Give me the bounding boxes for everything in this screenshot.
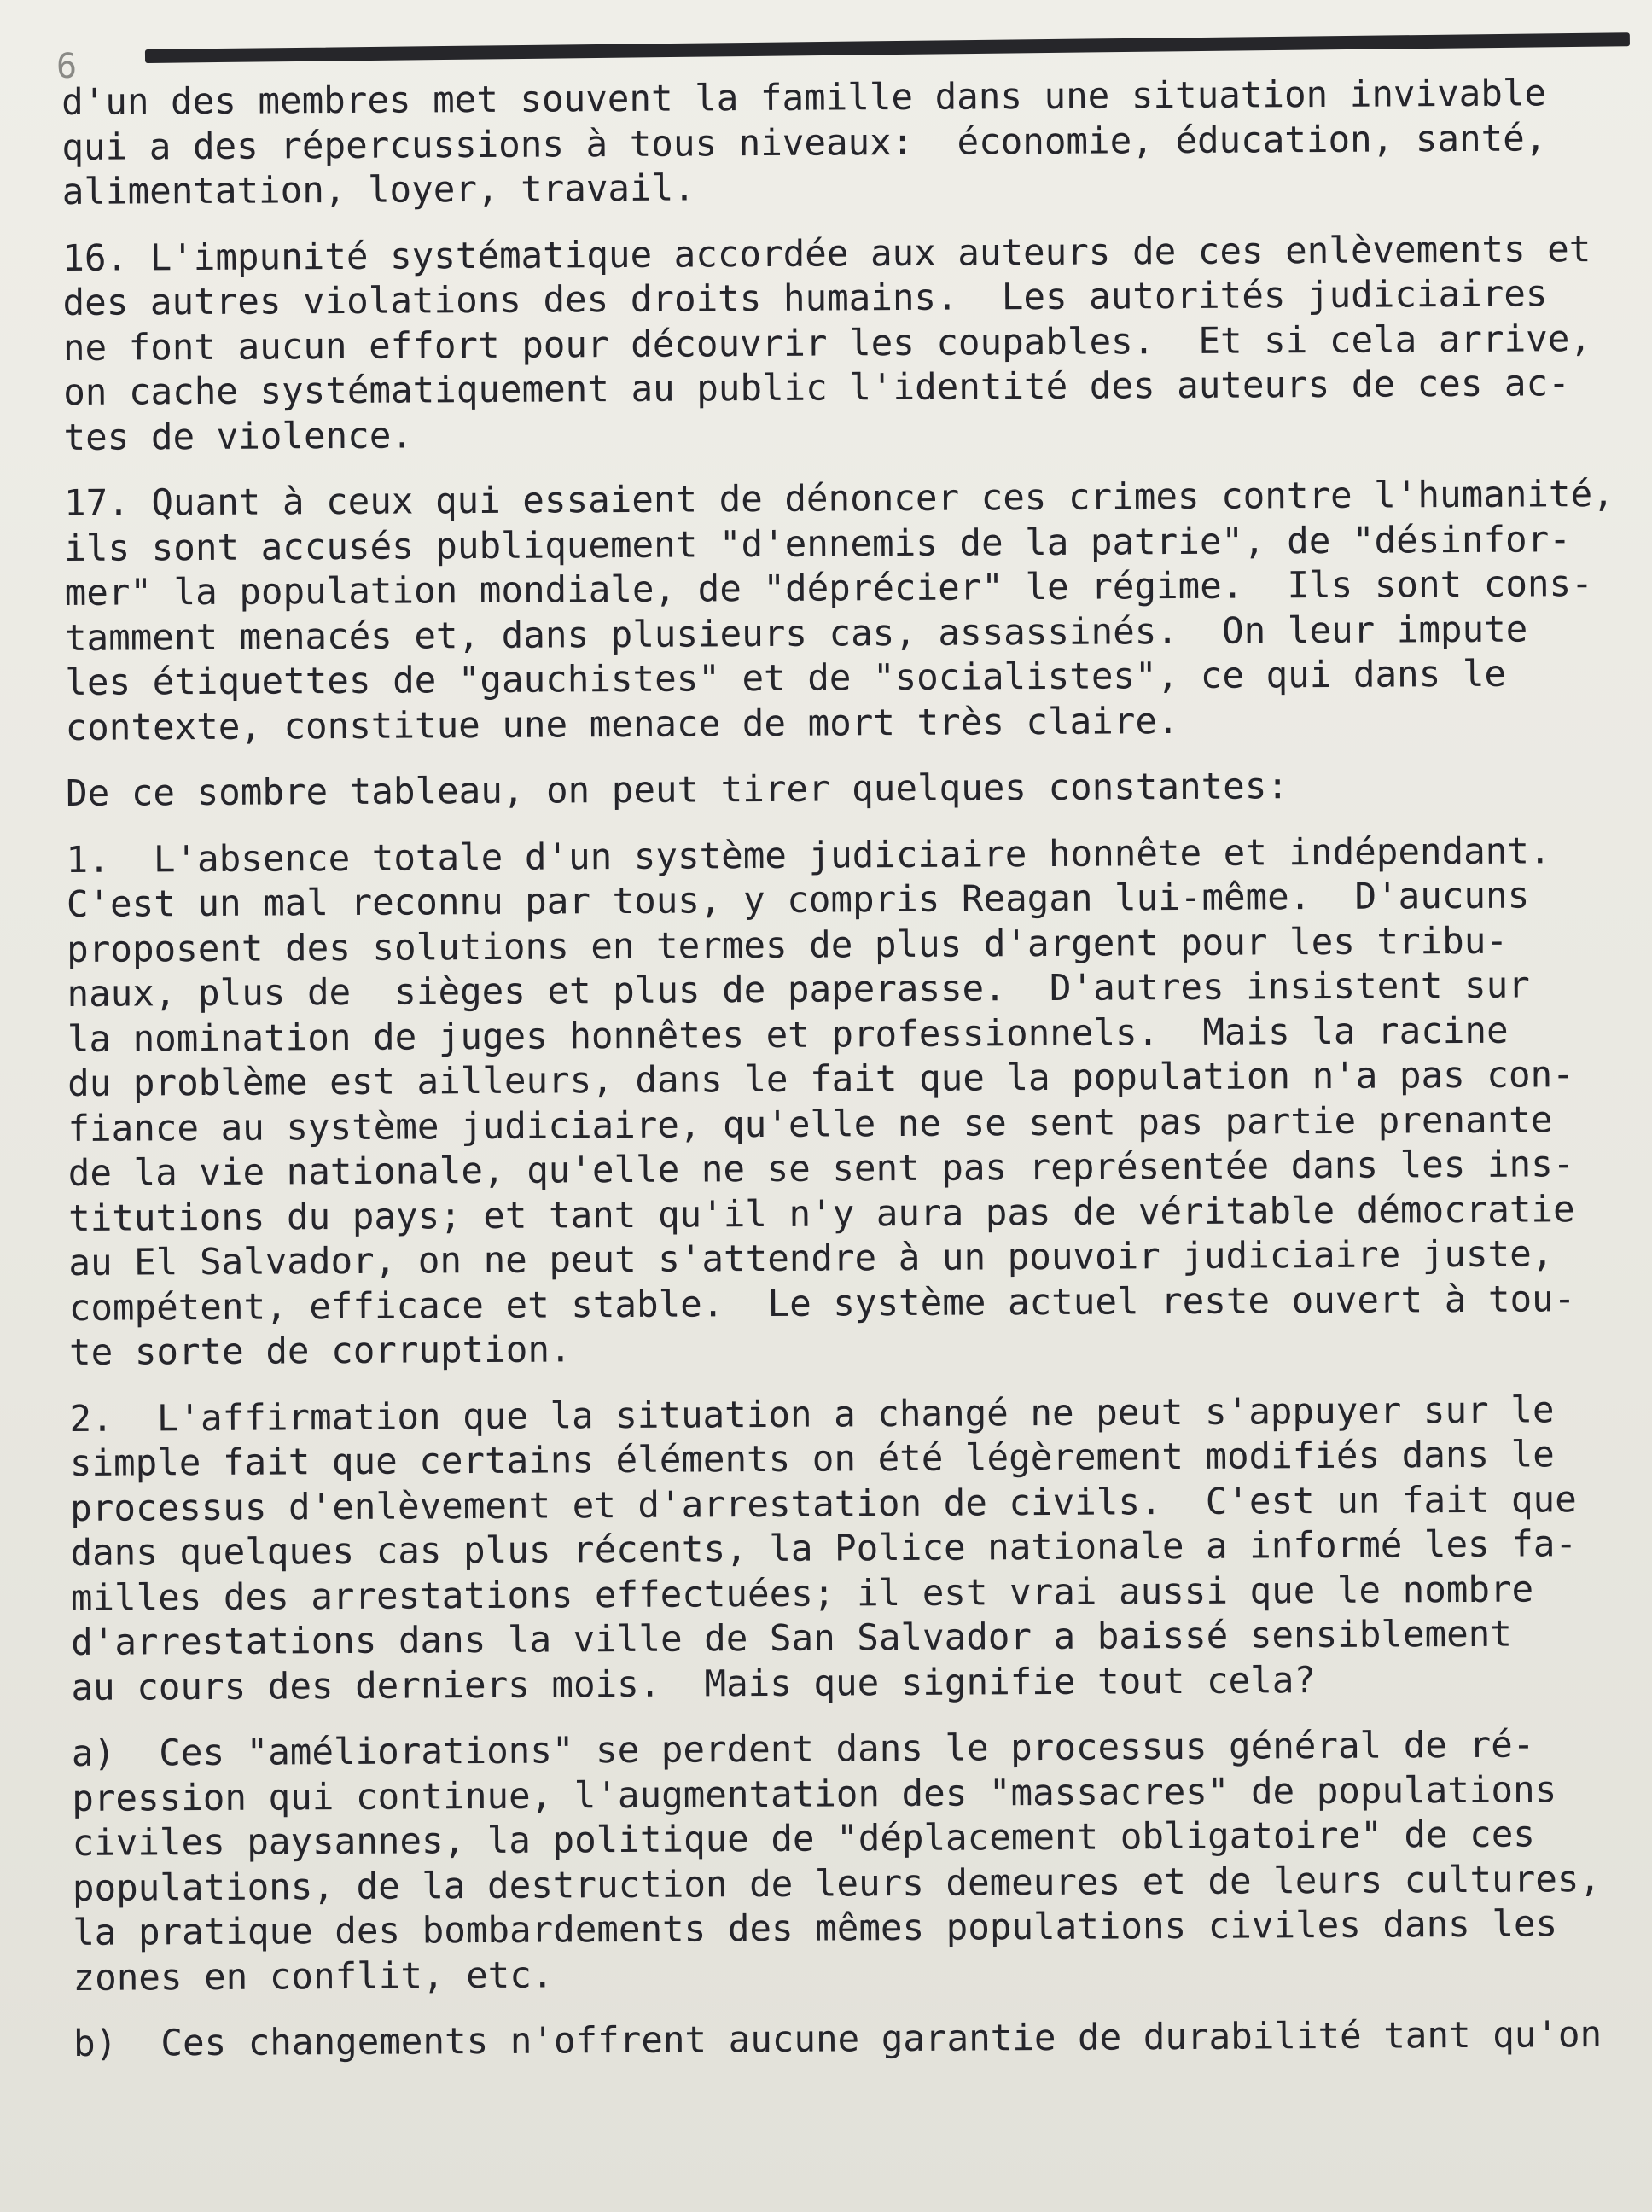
- text-line: a) Ces "améliorations" se perdent dans le processus général de ré-: [71, 1724, 1535, 1775]
- paragraph-b: [73, 2013, 1643, 2068]
- text-line: processus d'enlèvement et d'arrestation de civils. C'est un fait que: [70, 1478, 1577, 1530]
- text-line: fiance au système judiciaire, qu'elle ne se sent pas partie prenante: [67, 1098, 1553, 1150]
- top-rule: [145, 32, 1630, 63]
- paragraph-a: [72, 1723, 1643, 2001]
- text-line: pression qui continue, l'augmentation des "massacres" de populations: [72, 1768, 1557, 1820]
- text-line: mer" la population mondiale, de "déprécier" le régime. Ils sont cons-: [64, 563, 1593, 614]
- text-line: titutions du pays; et tant qu'il n'y aura pas de véritable démocratie: [67, 1188, 1575, 1240]
- text-line: 1. L'absence totale d'un système judiciaire honnête et indépendant.: [66, 830, 1551, 882]
- text-line: zones en conflit, etc.: [73, 1954, 554, 2000]
- text-line: populations, de la destruction de leurs demeures et de leurs cultures,: [72, 1858, 1602, 1910]
- text-line: C'est un mal reconnu par tous, y compris Reagan lui-même. D'aucuns: [66, 875, 1530, 926]
- text-line: on cache systématiquement au public l'identité des auteurs de ces ac-: [63, 363, 1570, 414]
- text-line: la pratique des bombardements des mêmes populations civiles dans les: [73, 1903, 1558, 1954]
- text-line: 16. L'impunité systématique accordée aux auteurs de ces enlèvements et: [62, 228, 1591, 280]
- text-line: au El Salvador, on ne peut s'attendre à un pouvoir judiciaire juste,: [68, 1233, 1554, 1284]
- text-line: de la vie nationale, qu'elle ne se sent pas représentée dans les ins-: [67, 1144, 1575, 1195]
- text-line: proposent des solutions en termes de plus d'argent pour les tribu-: [67, 920, 1509, 971]
- paragraph-continued: [61, 72, 1632, 216]
- text-line: les étiquettes de "gauchistes" et de "socialistes", ce qui dans le: [65, 653, 1507, 704]
- document-body: [61, 72, 1643, 2089]
- text-line: ne font aucun effort pour découvrir les coupables. Et si cela arrive,: [62, 317, 1592, 370]
- page-number: 6: [56, 47, 78, 86]
- text-line: d'arrestations dans la ville de San Salvador a baissé sensiblement: [71, 1613, 1513, 1664]
- text-line: te sorte de corruption.: [68, 1329, 572, 1374]
- text-line: compétent, efficace et stable. Le système actuel reste ouvert à tou-: [68, 1278, 1576, 1330]
- text-line: tes de violence.: [63, 414, 414, 459]
- paragraph-constant-2: [69, 1388, 1641, 1711]
- paragraph-intro-constants: [66, 763, 1636, 818]
- text-line: naux, plus de sièges et plus de paperasse. D'autres insistent sur: [67, 964, 1531, 1016]
- text-line: 17. Quant à ceux qui essaient de dénoncer ces crimes contre l'humanité,: [63, 473, 1614, 525]
- paragraph-17: [64, 473, 1636, 751]
- text-line: 2. L'affirmation que la situation a changé ne peut s'appuyer sur le: [69, 1388, 1555, 1441]
- paragraph-constant-1: [66, 829, 1639, 1376]
- text-line: la nomination de juges honnêtes et professionnels. Mais la racine: [67, 1010, 1509, 1061]
- text-line: du problème est ailleurs, dans le fait que la population n'a pas con-: [67, 1054, 1574, 1105]
- text-line: b) Ces changements n'offrent aucune garantie de durabilité tant qu'on: [73, 2014, 1603, 2065]
- paragraph-16: [62, 227, 1634, 461]
- text-line: De ce sombre tableau, on peut tirer quelques constantes:: [65, 765, 1289, 815]
- text-line: civiles paysannes, la politique de "déplacement obligatoire" de ces: [72, 1813, 1536, 1865]
- text-line: dans quelques cas plus récents, la Police nationale a informé les fa-: [70, 1523, 1578, 1575]
- text-line: contexte, constitue une menace de mort très claire.: [65, 700, 1179, 749]
- text-line: d'un des membres met souvent la famille dans une situation invivable: [61, 73, 1547, 124]
- text-line: qui a des répercussions à tous niveaux: économie, éducation, santé,: [61, 117, 1547, 169]
- text-line: des autres violations des droits humains. Les autorités judiciaires: [62, 273, 1548, 324]
- text-line: alimentation, loyer, travail.: [61, 167, 695, 213]
- text-line: simple fait que certains éléments on été légèrement modifiés dans le: [69, 1434, 1555, 1485]
- text-line: au cours des derniers mois. Mais que signifie tout cela?: [71, 1659, 1317, 1709]
- text-line: tamment menacés et, dans plusieurs cas, assassinés. On leur impute: [64, 608, 1528, 660]
- text-line: ils sont accusés publiquement "d'ennemis de la patrie", de "désinfor-: [64, 518, 1571, 570]
- text-line: milles des arrestations effectuées; il est vrai aussi que le nombre: [70, 1568, 1534, 1620]
